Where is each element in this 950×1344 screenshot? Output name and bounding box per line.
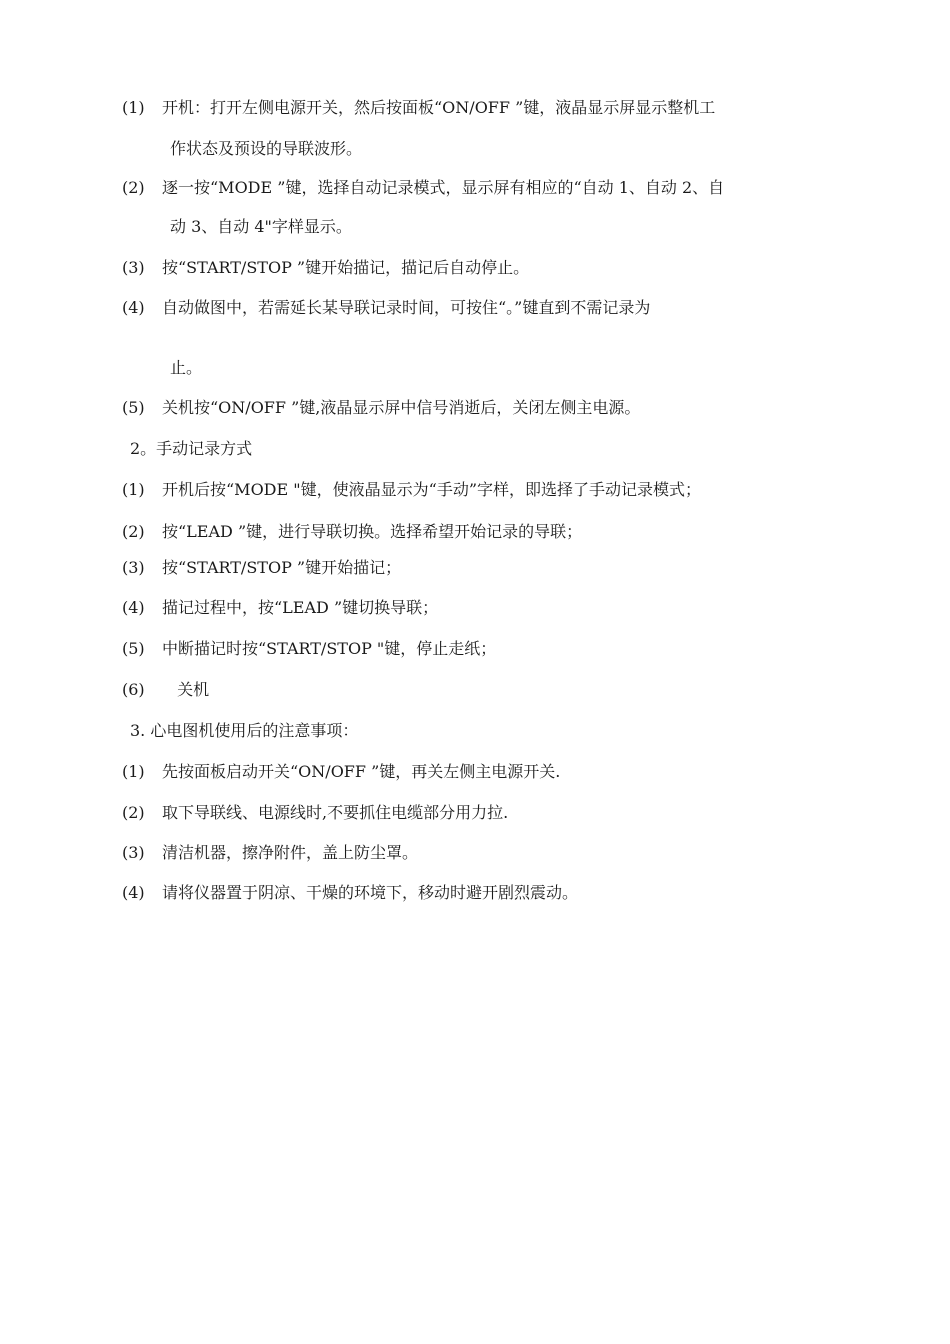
manual-step-6 (122, 680, 209, 700)
step-text: 描记过程中，按“LEAD ”键切换导联； (162, 598, 439, 617)
step-number: (1) (122, 762, 145, 781)
note-4 (122, 883, 578, 903)
step-text: 中断描记时按“START/STOP "键，停止走纸； (162, 639, 497, 658)
step-text: 按“START/STOP ”键开始描记； (162, 558, 402, 577)
step-text: 关机 (172, 680, 210, 699)
step-number: (3) (122, 558, 145, 577)
manual-step-1 (122, 480, 701, 500)
manual-step-2 (122, 522, 582, 542)
auto-step-4 (122, 298, 650, 318)
step-text: 请将仪器置于阴凉、干燥的环境下，移动时避开剧烈震动。 (162, 883, 579, 902)
step-number: (3) (122, 843, 145, 862)
step-number: (1) (122, 98, 145, 117)
auto-step-4-continued: 止。 (170, 358, 203, 377)
step-number: (3) (122, 258, 145, 277)
step-text: 开机：打开左侧电源开关，然后按面板“ON/OFF ”键，液晶显示屏显示整机工 (162, 98, 716, 117)
note-1 (122, 762, 560, 782)
step-text: 逐一按“MODE ”键，选择自动记录模式，显示屏有相应的“自动 1、自动 2、自 (162, 178, 725, 197)
notes-section-heading: 3. 心电图机使用后的注意事项： (130, 721, 359, 740)
manual-step-3 (122, 558, 401, 578)
step-text: 取下导联线、电源线时,不要抓住电缆部分用力拉. (162, 803, 509, 822)
manual-step-4 (122, 598, 438, 618)
step-text: 按“START/STOP ”键开始描记，描记后自动停止。 (162, 258, 530, 277)
step-text: 自动做图中，若需延长某导联记录时间，可按住“。”键直到不需记录为 (162, 298, 651, 317)
step-number: (2) (122, 178, 145, 197)
step-number: (2) (122, 803, 145, 822)
note-3 (122, 843, 418, 863)
step-number: (4) (122, 883, 145, 902)
step-number: (6) (122, 680, 145, 699)
step-text: 先按面板启动开关“ON/OFF ”键，再关左侧主电源开关. (162, 762, 561, 781)
auto-step-1 (122, 98, 715, 118)
step-number: (4) (122, 298, 145, 317)
auto-step-1-continued: 作状态及预设的导联波形。 (170, 139, 363, 158)
step-text: 清洁机器，擦净附件，盖上防尘罩。 (162, 843, 419, 862)
note-2 (122, 803, 508, 823)
auto-step-2 (122, 178, 724, 198)
step-text: 开机后按“MODE "键，使液晶显示为“手动”字样，即选择了手动记录模式； (162, 480, 701, 499)
step-text: 关机按“ON/OFF ”键,液晶显示屏中信号消逝后，关闭左侧主电源。 (162, 398, 641, 417)
step-number: (5) (122, 398, 145, 417)
manual-section-heading: 2。手动记录方式 (130, 439, 253, 458)
step-number: (4) (122, 598, 145, 617)
step-number: (1) (122, 480, 145, 499)
step-text: 按“LEAD ”键，进行导联切换。选择希望开始记录的导联； (162, 522, 583, 541)
auto-step-2-continued: 动 3、自动 4"字样显示。 (170, 217, 352, 236)
auto-step-3 (122, 258, 529, 278)
auto-step-5 (122, 398, 640, 418)
manual-step-5 (122, 639, 496, 659)
step-number: (5) (122, 639, 145, 658)
step-number: (2) (122, 522, 145, 541)
